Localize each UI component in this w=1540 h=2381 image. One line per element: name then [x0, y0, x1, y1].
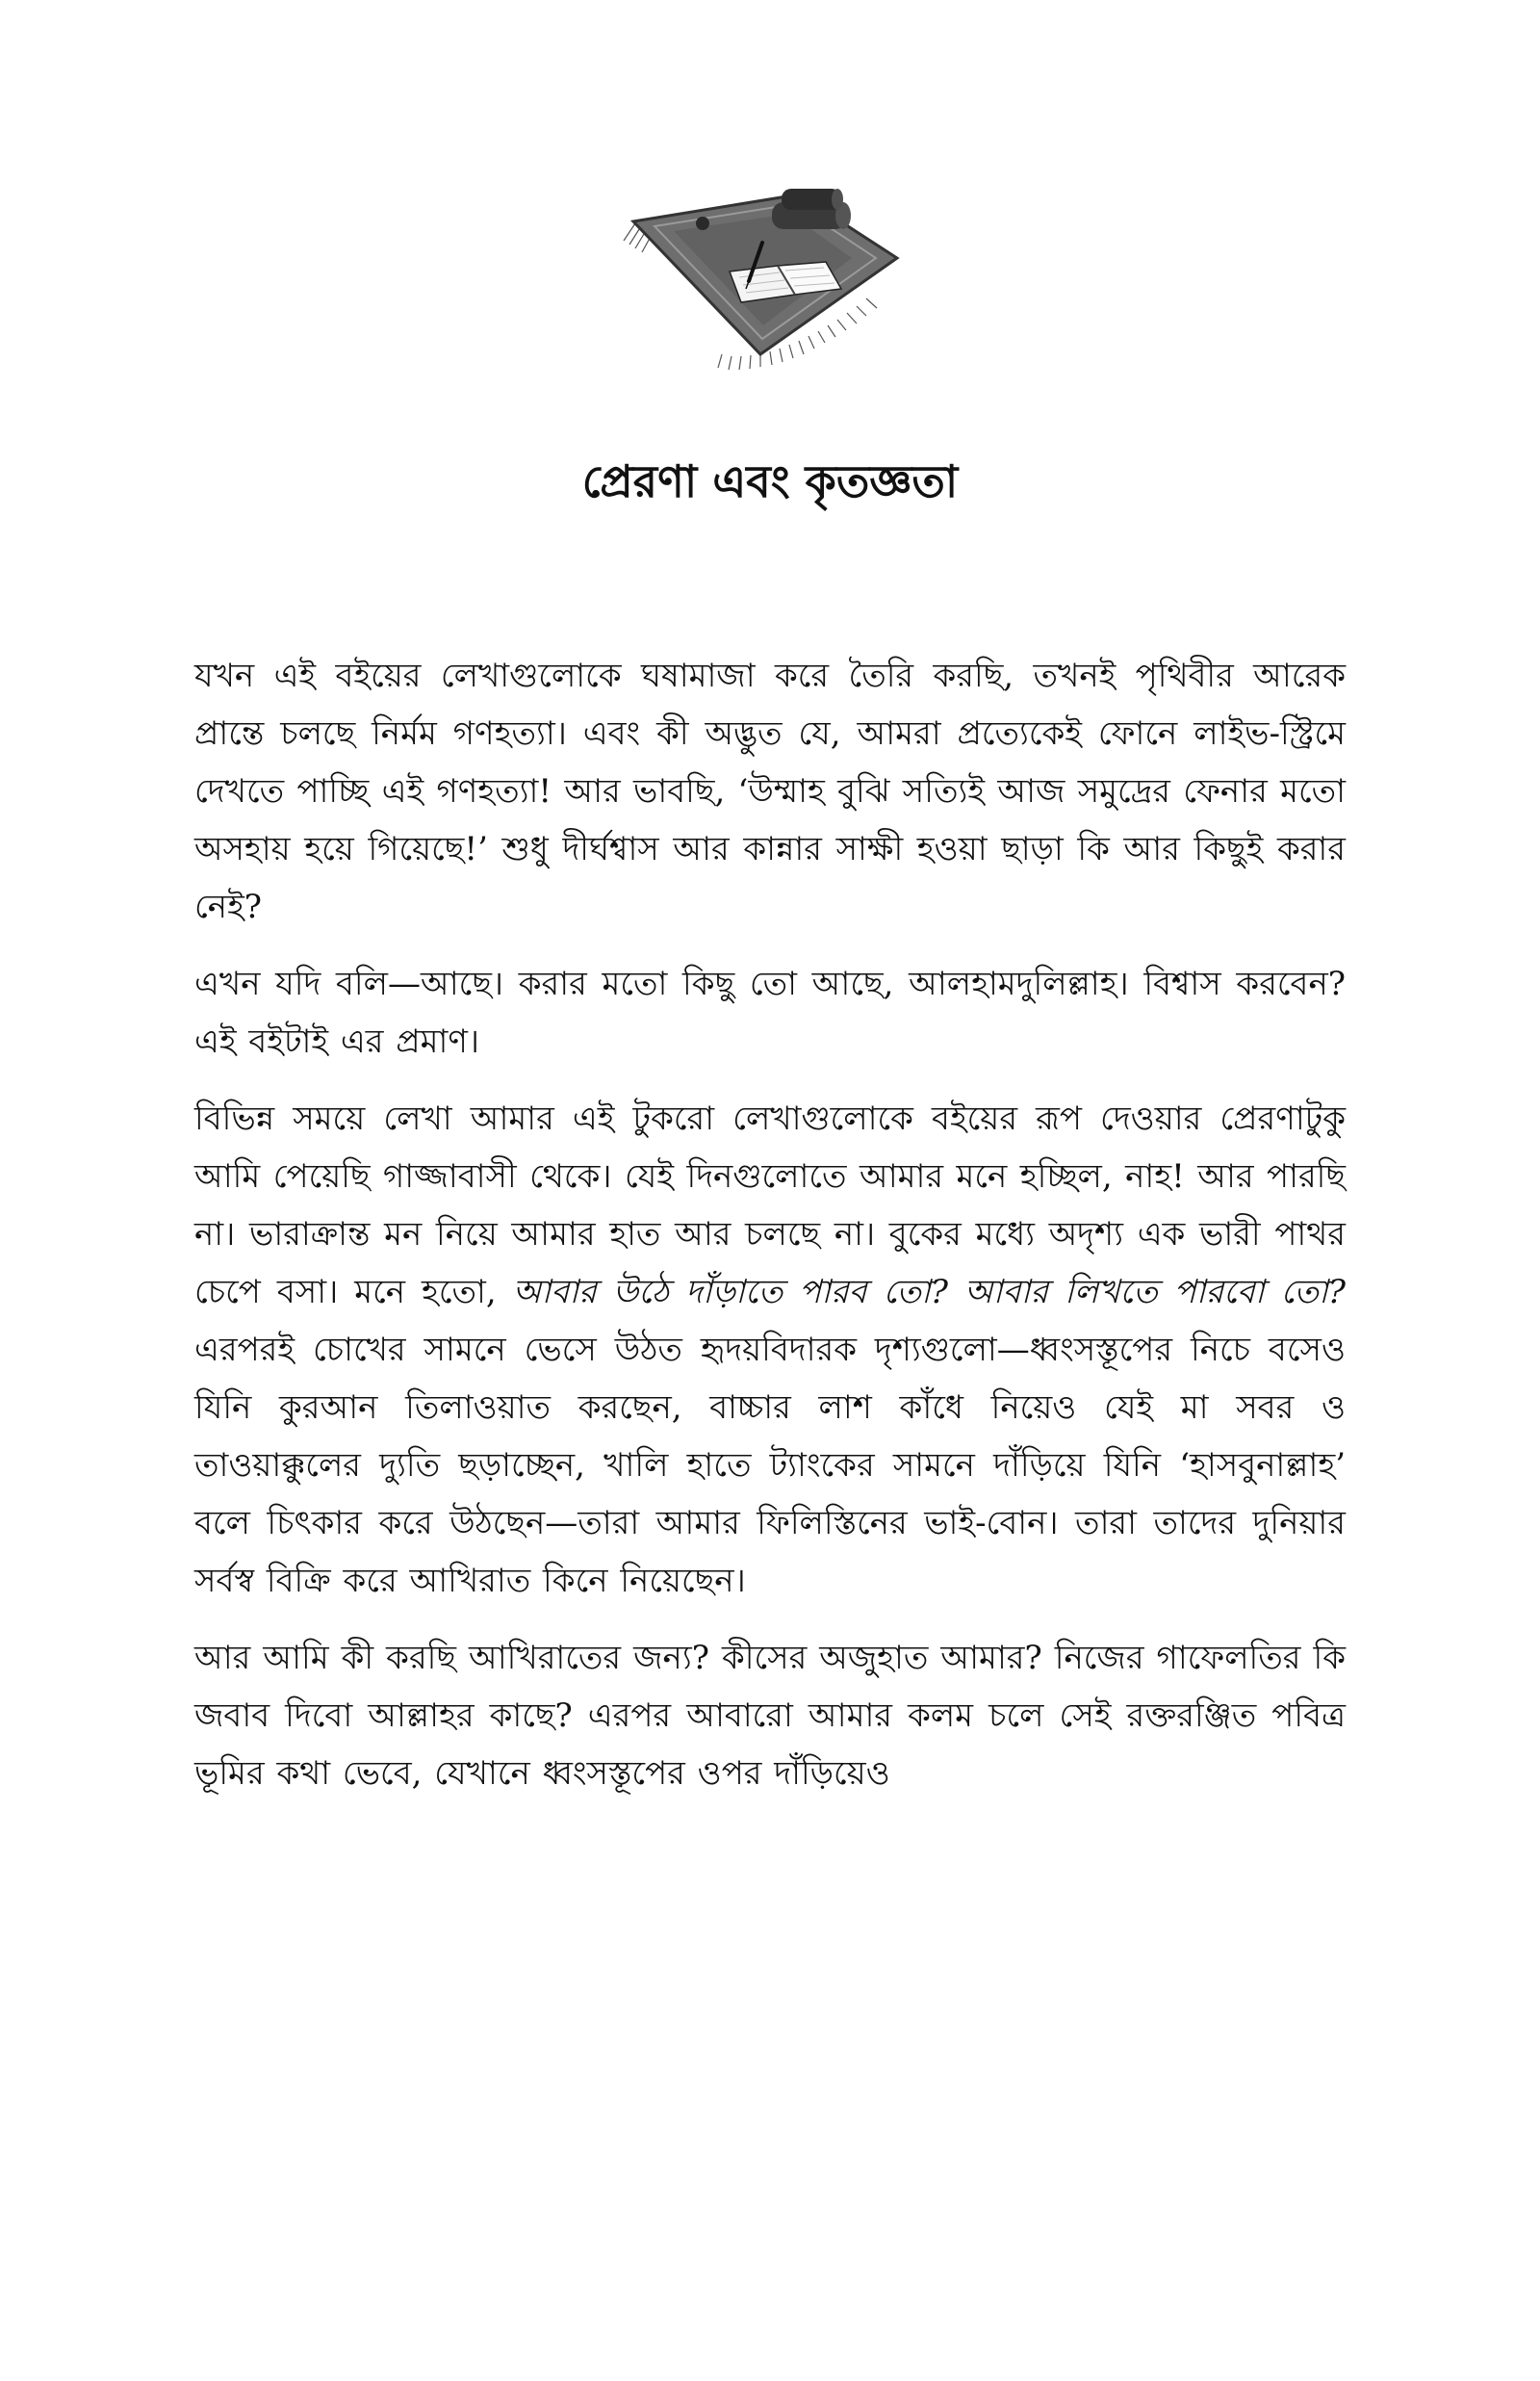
italic-quote: আবার উঠে দাঁড়াতে পারব তো? আবার লিখতে পারবো তো?	[512, 1273, 1346, 1311]
paragraph-text: বিভিন্ন সময়ে লেখা আমার এই টুকরো লেখাগুলোকে বইয়ের রূপ দেওয়ার প্রেরণাটুকু আমি পেয়েছি গাজ্জাবাসী থেকে। যেই দিনগুলোতে আমার মনে হচ্ছিল, নাহ! আর পারছি না। ভারাক্রান্ত মন নিয়ে আমার হাত আর চলছে না। বুকের মধ্যে অদৃশ্য এক ভারী পাথর চেপে বসা। মনে হতো,	[194, 1100, 1346, 1311]
paragraph-text: এরপরই চোখের সামনে ভেসে উঠত হৃদয়বিদারক দৃশ্যগুলো—ধ্বংসস্তূপের নিচে বসেও যিনি কুরআন তিলাওয়াত করছেন, বাচ্চার লাশ কাঁধে নিয়েও যেই মা সবর ও তাওয়াক্কুলের দ্যুতি ছড়াচ্ছেন, খালি হাতে ট্যাংকের সামনে দাঁড়িয়ে যিনি ‘হাসবুনাল্লাহ’ বলে চিৎকার করে উঠছেন—তারা আমার ফিলিস্তিনের ভাই-বোন। তারা তাদের দুনিয়ার সর্বস্ব বিক্রি করে আখিরাত কিনে নিয়েছেন।	[194, 1331, 1346, 1600]
body-text	[194, 647, 1346, 1822]
paragraph	[194, 1090, 1346, 1610]
prayer-mat-with-open-book-and-pen-icon	[616, 183, 905, 371]
paragraph: আর আমি কী করছি আখিরাতের জন্য? কীসের অজুহাত আমার? নিজের গাফেলতির কি জবাব দিবো আল্লাহর কাছে? এরপর আবারো আমার কলম চলে সেই রক্তরঞ্জিত পবিত্র ভূমির কথা ভেবে, যেখানে ধ্বংসস্তূপের ওপর দাঁড়িয়েও	[194, 1639, 1346, 1793]
paragraph: এখন যদি বলি—আছে। করার মতো কিছু তো আছে, আলহামদুলিল্লাহ। বিশ্বাস করবেন? এই বইটাই এর প্রমাণ।	[194, 965, 1346, 1061]
page-title: প্রেরণা এবং কৃতজ্ঞতা	[581, 455, 959, 507]
paragraph: যখন এই বইয়ের লেখাগুলোকে ঘষামাজা করে তৈরি করছি, তখনই পৃথিবীর আরেক প্রান্তে চলছে নির্মম গণহত্যা। এবং কী অদ্ভুত যে, আমরা প্রত্যেকেই ফোনে লাইভ-স্ট্রিমে দেখতে পাচ্ছি এই গণহত্যা! আর ভাবছি, ‘উম্মাহ বুঝি সত্যিই আজ সমুদ্রের ফেনার মতো অসহায় হয়ে গিয়েছে!’ শুধু দীর্ঘশ্বাস আর কান্নার সাক্ষী হওয়া ছাড়া কি আর কিছুই করার নেই?	[194, 657, 1346, 926]
